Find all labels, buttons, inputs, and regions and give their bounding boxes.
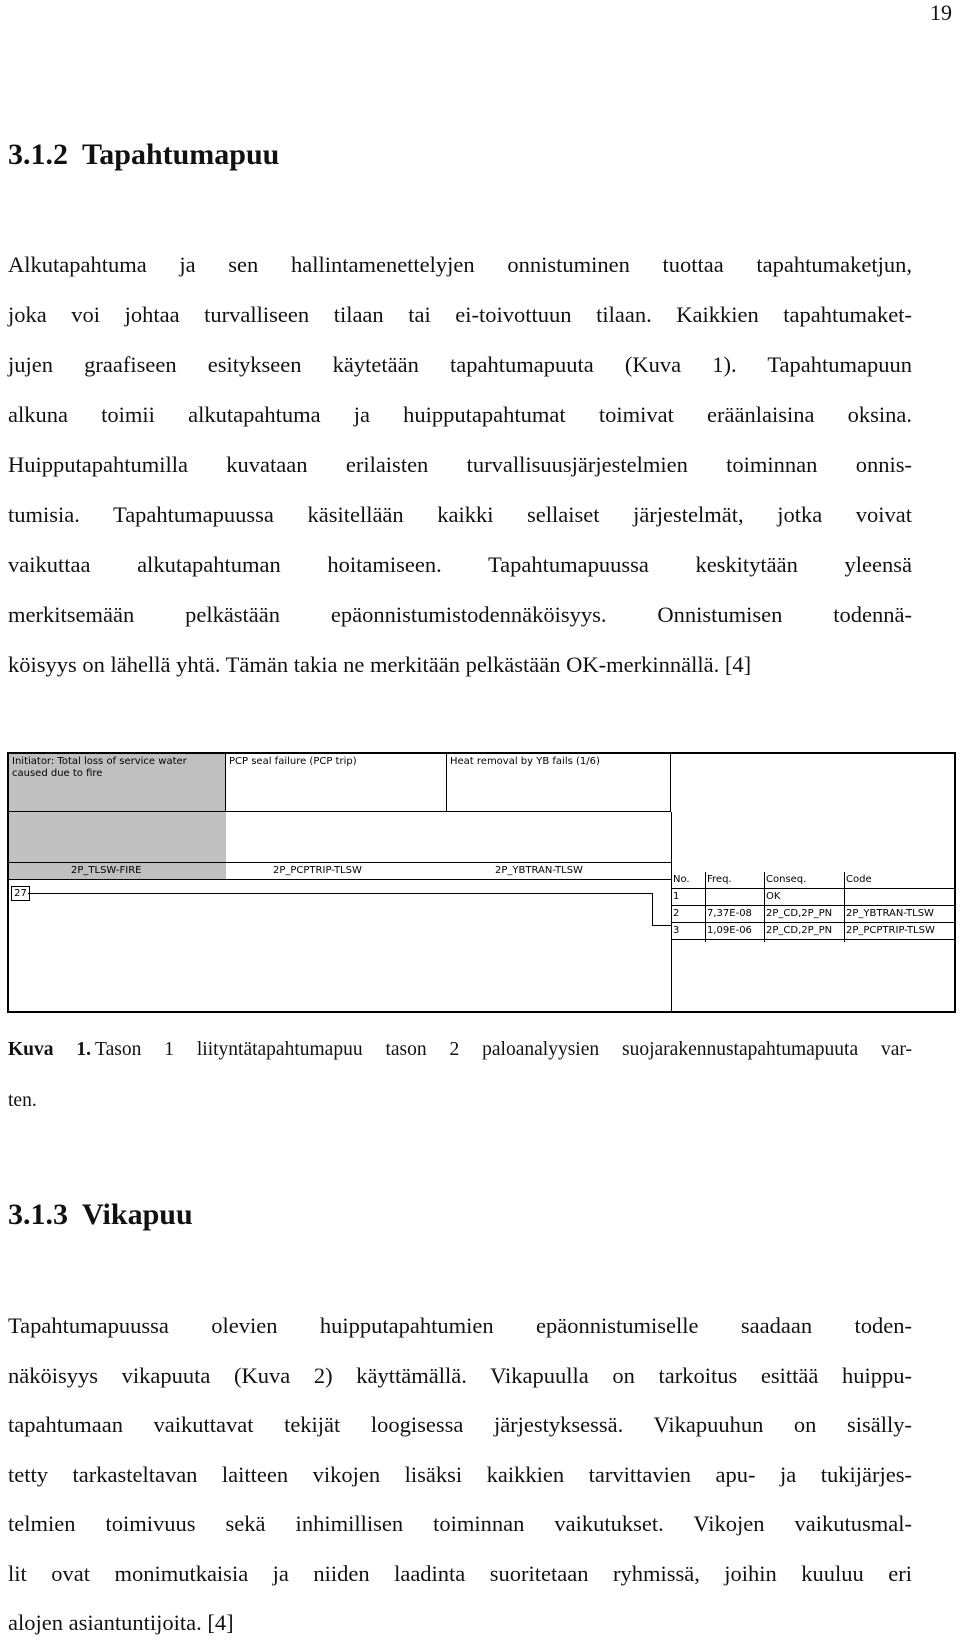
section-heading-3-1-3 (8, 1198, 193, 1232)
code-strip (9, 862, 671, 880)
tree-branch-line (652, 893, 653, 925)
section-title: Vikapuu (82, 1198, 193, 1231)
paragraph-tapahtumapuu (8, 240, 912, 690)
initiator-header: Initiator: Total loss of service water caused due to fire (9, 754, 226, 812)
figure-caption (8, 1024, 912, 1126)
paragraph-line: näköisyys vikapuuta (Kuva 2) käyttämällä. Vikapuulla on tarkoitus esittää huippu- (8, 1362, 912, 1388)
table-cell: 2 (673, 908, 680, 919)
table-cell: 2P_CD,2P_PN (766, 908, 833, 919)
event-tree-area (9, 812, 672, 1011)
paragraph-line: köisyys on lähellä yhtä. Tämän takia ne merkitään pelkästään OK-merkinnällä. [4] (8, 652, 752, 677)
paragraph-line: Alkutapahtuma ja sen hallintamenettelyjen onnistuminen tuottaa tapahtumaketjun, (8, 252, 912, 277)
caption-text: Tason 1 liityntätapahtumapuu tason 2 paloanalyysien suojarakennustapahtumapuuta var- (95, 1039, 912, 1060)
table-cell: 2P_YBTRAN-TLSW (846, 908, 934, 919)
table-header-cell: Conseq. (766, 874, 807, 885)
paragraph-vikapuu (8, 1301, 912, 1648)
paragraph-line: vaikuttaa alkutapahtuman hoitamiseen. Tapahtumapuussa keskitytään yleensä (8, 552, 912, 577)
caption-line (8, 1024, 912, 1075)
paragraph-line: telmien toimivuus sekä inhimillisen toiminnan vaikutukset. Vikojen vaikutusmal- (8, 1511, 912, 1536)
table-header-row (671, 872, 954, 889)
table-header-cell: No. (673, 874, 690, 885)
paragraph-line: tapahtumaan vaikuttavat tekijät loogisessa järjestyksessä. Vikapuuhun on sisälly- (8, 1412, 912, 1437)
table-header-cell: Code (846, 874, 872, 885)
paragraph-line: alkuna toimii alkutapahtuma ja huipputapahtumat toimivat eräänlaisina oksina. (8, 402, 912, 427)
table-cell: 7,37E-08 (707, 908, 752, 919)
paragraph-line: joka voi johtaa turvalliseen tilaan tai ei-toivottuun tilaan. Kaikkien tapahtumaket- (8, 302, 912, 327)
tree-branch-line (28, 893, 652, 894)
paragraph-line: Huipputapahtumilla kuvataan erilaisten turvallisuusjärjestelmien toiminnan onnis- (8, 452, 912, 477)
caption-line: ten. (8, 1090, 37, 1111)
code-initiator: 2P_TLSW-FIRE (71, 865, 142, 876)
page-number: 19 (930, 0, 952, 25)
table-column-divider (764, 872, 765, 942)
paragraph-line: alojen asiantuntijoita. [4] (8, 1610, 234, 1635)
caption-label: Kuva 1. (8, 1039, 92, 1060)
code-heat: 2P_YBTRAN-TLSW (495, 865, 583, 876)
paragraph-line: tetty tarkasteltavan laitteen vikojen lisäksi kaikkien tarvittavien apu- ja tukijärjes- (8, 1461, 912, 1487)
code-pcp: 2P_PCPTRIP-TLSW (273, 865, 362, 876)
table-cell: 1,09E-06 (707, 925, 752, 936)
section-heading-3-1-2 (8, 138, 279, 172)
event-tree-figure (7, 752, 956, 1013)
paragraph-line: lit ovat monimutkaisia ja niiden laadinta suoritetaan ryhmissä, joihin kuuluu eri (8, 1560, 912, 1586)
table-cell: OK (766, 891, 781, 902)
table-row (671, 889, 954, 906)
paragraph-line: jujen graafiseen esitykseen käytetään tapahtumapuuta (Kuva 1). Tapahtumapuun (8, 352, 912, 377)
table-cell: 2P_PCPTRIP-TLSW (846, 925, 935, 936)
paragraph-line: merkitsemään pelkästään epäonnistumistodennäköisyys. Onnistumisen todennä- (8, 602, 912, 627)
tree-branch-line (652, 925, 671, 926)
initiator-shade (9, 812, 226, 862)
table-column-divider (844, 872, 845, 942)
section-number: 3.1.2 (8, 138, 68, 171)
event-header-heat: Heat removal by YB fails (1/6) (447, 754, 671, 812)
paragraph-line: Tapahtumapuussa olevien huipputapahtumien epäonnistumiselle saadaan toden- (8, 1313, 912, 1338)
event-header-pcp: PCP seal failure (PCP trip) (226, 754, 447, 812)
table-row (671, 906, 954, 923)
paragraph-line: tumisia. Tapahtumapuussa käsitellään kaikki sellaiset järjestelmät, jotka voivat (8, 502, 912, 527)
table-row (671, 923, 954, 940)
table-cell: 2P_CD,2P_PN (766, 925, 833, 936)
section-title: Tapahtumapuu (82, 138, 280, 171)
table-column-divider (705, 872, 706, 942)
table-header-cell: Freq. (707, 874, 732, 885)
section-number: 3.1.3 (8, 1198, 68, 1231)
table-cell: 1 (673, 891, 680, 902)
table-cell: 3 (673, 925, 680, 936)
tree-number-box: 27 (11, 886, 30, 901)
